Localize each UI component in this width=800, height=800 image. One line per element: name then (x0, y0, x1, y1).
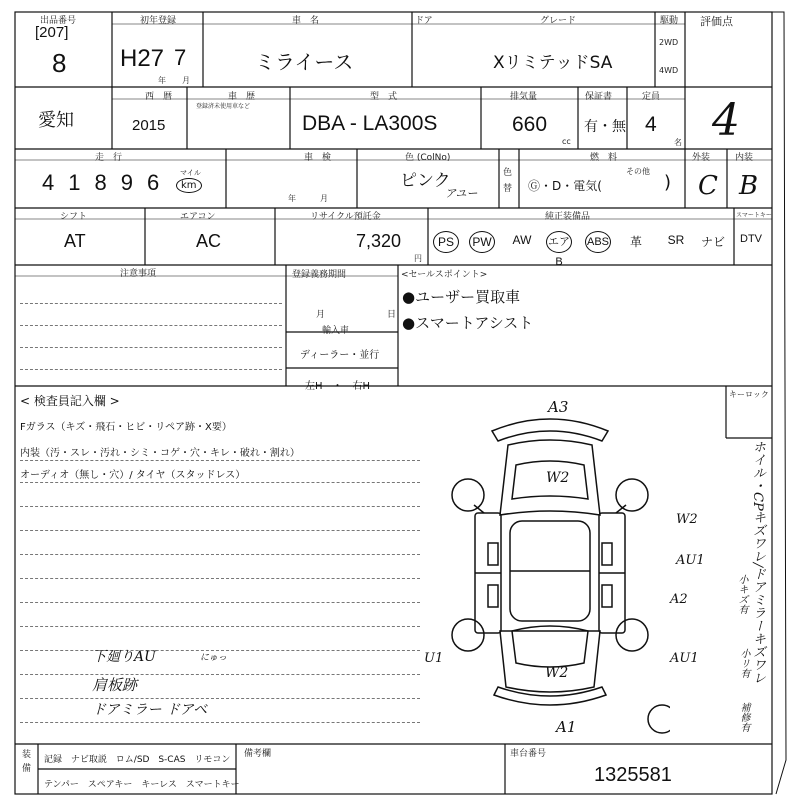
fuel-options: Ⓖ・D・電気( (528, 179, 602, 193)
color-note: アユー (445, 187, 478, 200)
inspector-line: オーディオ（無し・穴）/ タイヤ（スタッドレス） (20, 470, 246, 481)
color-change-label: 色替 (503, 168, 513, 194)
inspector-line: Fガラス（キズ・飛石・ヒビ・リペア跡・X要） (20, 422, 232, 433)
note-line (20, 369, 282, 370)
remarks-label: 備考欄 (244, 749, 272, 759)
warranty-value: 有・無 (584, 119, 626, 135)
damage-mark: W2 (546, 470, 570, 486)
footer-item: ロム/SD (115, 755, 150, 765)
inspector-rule (20, 722, 420, 723)
int-label: 内装 (735, 153, 754, 163)
footer-item: S-CAS (158, 755, 186, 765)
score-label: 評価点 (700, 15, 733, 28)
door-label: ドア (415, 16, 433, 26)
wheel-note: 小リ有 (738, 648, 749, 678)
equipment-item: PS (433, 231, 459, 253)
handwritten-note: 肩板跡 (92, 676, 138, 694)
fuel-close: ) (664, 172, 672, 193)
steering-value: 左H ・ 右H (305, 381, 371, 392)
inspection-label: 車 検 (304, 153, 332, 163)
mileage-value: 41896 (42, 170, 174, 195)
model-value: ミライース (255, 50, 354, 74)
damage-mark: A2 (670, 592, 688, 607)
damage-mark: A1 (556, 718, 577, 736)
vertical-note: ホイル・CPキズワレ/ドアミラーキズワレ (750, 440, 765, 685)
ac-label: エアコン (180, 212, 216, 222)
drive-2wd: 2WD (659, 38, 679, 47)
footer-row1 (44, 752, 230, 765)
fuel-other: その他 (626, 167, 650, 176)
year-label: 西 暦 (145, 92, 173, 102)
first-reg-label: 初年登録 (140, 16, 177, 26)
equipment-item: AW (512, 233, 532, 247)
first-reg-value: H27 (120, 45, 165, 72)
history-label: 車 歴 (228, 92, 256, 102)
lot-label: 出品番号 (40, 16, 77, 26)
chassis-value: 1325581 (594, 764, 672, 786)
shift-label: シフト (60, 212, 88, 222)
handwritten-note: ドアミラー ドアベ (92, 702, 208, 718)
inspector-rule (20, 554, 420, 555)
model-code-value: DBA - LA300S (302, 112, 438, 135)
inspector-rule (20, 578, 420, 579)
inspector-rule (20, 506, 420, 507)
damage-mark: AU1 (670, 651, 699, 666)
recycle-value: 7,320 (356, 231, 402, 251)
mileage-unit-a: マイル (180, 169, 201, 177)
mileage-label: 走 行 (95, 153, 123, 163)
reg-day: 日 (387, 310, 397, 320)
model-code-label: 型 式 (370, 92, 398, 102)
ac-value: AC (196, 231, 222, 251)
chassis-label: 車台番号 (510, 749, 547, 759)
note-line (20, 347, 282, 348)
caution-label: 注意事項 (120, 269, 157, 279)
color-label: 色 (ColNo) (405, 153, 451, 163)
footer-equip-label: 装備 (22, 750, 32, 774)
equipment-item: ABS (585, 231, 611, 253)
drive-label: 駆動 (660, 16, 679, 26)
footer-item: 記録 (44, 755, 63, 765)
footer-item: スマートキー (185, 780, 240, 790)
ext-label: 外装 (692, 153, 711, 163)
model-label: 車 名 (292, 16, 320, 26)
recycle-label: リサイクル預託金 (310, 212, 381, 222)
footer-row2 (44, 777, 240, 790)
handwritten-note: にゅっ (200, 653, 227, 663)
lot-prefix: [207] (35, 24, 69, 41)
sales-label: <セールスポイント> (401, 270, 488, 280)
damage-mark: A3 (548, 398, 569, 416)
fuel-label: 燃 料 (590, 153, 618, 163)
sales-point: ●スマートアシスト (402, 314, 534, 332)
equip-label: 純正装備品 (545, 212, 591, 222)
inspector-rule (20, 626, 420, 627)
drive-4wd: 4WD (659, 66, 679, 75)
equipment-item: SR (667, 233, 685, 247)
displacement-label: 排気量 (510, 92, 538, 102)
damage-mark: W2 (676, 512, 698, 527)
handwritten-note: 下廻りAU (92, 649, 156, 665)
wheel-note: 補修有 (738, 702, 749, 732)
note-line (20, 325, 282, 326)
inspector-rule (20, 530, 420, 531)
color-value: ピンク (400, 171, 451, 191)
inspector-line: 内装（汚・スレ・汚れ・シミ・コゲ・穴・キレ・破れ・割れ） (20, 448, 300, 459)
displacement-value: 660 (512, 113, 548, 136)
region-value: 愛知 (38, 110, 74, 131)
equipment-item: ナビ (700, 235, 725, 249)
inspector-rule (20, 674, 420, 675)
smartkey-label: スマートキー (736, 212, 772, 219)
footer-item: スペアキー (87, 780, 133, 790)
score-value: 4 (712, 95, 740, 146)
footer-item: ナビ取説 (70, 755, 107, 765)
first-reg-month: 7 (174, 45, 187, 70)
equipment-item: エアB (546, 231, 572, 253)
keyless-label: キーロック (729, 390, 769, 399)
reg-month: 月 (316, 310, 326, 320)
footer-item: キーレス (141, 780, 177, 790)
mileage-unit-b: km (176, 178, 202, 193)
capacity-unit: 名 (674, 138, 682, 147)
history-sub: 登録済未使用車など (196, 103, 251, 110)
note-line (20, 303, 282, 304)
warranty-label: 保証書 (585, 92, 613, 102)
inspector-rule (20, 460, 420, 461)
first-reg-units: 年 月 (158, 76, 190, 85)
damage-mark: AU1 (676, 553, 705, 568)
equipment-item: 革 (629, 235, 642, 249)
equipment-item: PW (469, 231, 495, 253)
displacement-unit: cc (562, 137, 571, 146)
import-label: 輸入車 (322, 326, 350, 336)
lot-number: 8 (52, 48, 67, 78)
recycle-unit: 円 (414, 254, 422, 263)
import-value: ディーラー・並行 (300, 350, 380, 361)
inspector-rule (20, 602, 420, 603)
shift-value: AT (64, 231, 86, 251)
inspector-title: < 検査員記入欄 > (20, 394, 120, 408)
inspector-rule (20, 482, 420, 483)
ext-value: C (698, 171, 718, 201)
year-value: 2015 (132, 117, 166, 134)
footer-item: リモコン (194, 755, 231, 765)
car-diagram (430, 395, 670, 740)
sales-point: ●ユーザー買取車 (402, 288, 521, 306)
damage-mark: W2 (545, 665, 569, 681)
wheel-note: 小キズ有 (736, 574, 747, 614)
damage-mark: U1 (424, 651, 444, 666)
inspector-rule (20, 698, 420, 699)
grade-value: XリミテッドSA (493, 53, 613, 73)
capacity-label: 定員 (642, 92, 661, 102)
int-value: B (739, 171, 759, 201)
equipment-item: DTV (740, 233, 762, 245)
reg-period-label: 登録義務期間 (292, 270, 347, 280)
inspection-units: 年 月 (288, 194, 328, 203)
capacity-value: 4 (645, 113, 657, 136)
grade-label: グレード (540, 16, 577, 26)
footer-item: テンパー (44, 780, 79, 790)
